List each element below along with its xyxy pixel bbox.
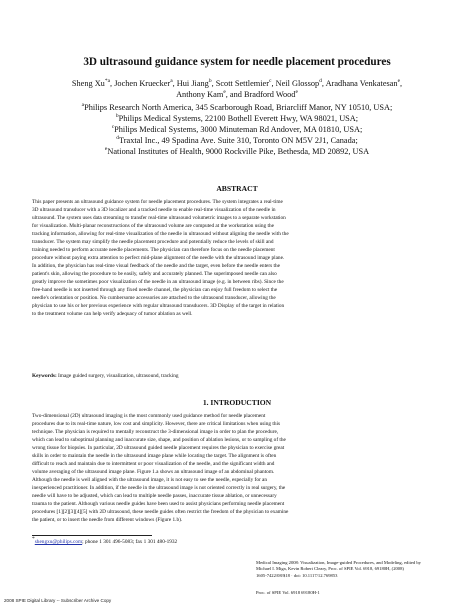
keywords	[32, 372, 442, 380]
abstract-line: to the treatment volume can help verify adequacy of tumor ablation as well.	[32, 311, 193, 317]
intro-line: needle will have to be adjusted, which can lead to multiple needle passes, inaccurate tissue ablation, or unnecessary	[32, 493, 277, 499]
abstract-line: greatly improve the sometimes poor visualization of the needle in an ultrasound image (e.g. in between ribs). Since the	[32, 279, 284, 285]
intro-line: which can lead to suboptimal planning and inaccurate size, shape, and position of ablation lesions, or to sampling of the	[32, 437, 286, 443]
author: Bradford Wood$^e$	[243, 89, 298, 99]
affiliation: $^c$Philips Medical Systems, 3000 Minuteman Rd Andover, MA 01810, USA;	[111, 124, 363, 134]
author: Aradhana Venkatesan$^e$,	[325, 78, 403, 88]
abstract-line: This paper presents an ultrasound guidance system for needle placement procedures. The system integrates a real-time	[32, 199, 283, 205]
intro-line: technique. The physician is required to mentally reconstruct the 3-dimensional image in order to plan the procedure,	[32, 429, 279, 435]
abstract-line: tracking information, allowing for real-time visualization of the needle in ultrasound without aligning the needle with the	[32, 231, 289, 237]
intro-line: Although the needle is well aligned with the ultrasound image, it is not easy to see the needle, especially for an	[32, 477, 268, 483]
affiliation: $^b$Philips Medical Systems, 22100 Bothell Everett Hwy, WA 98021, USA;	[115, 113, 359, 123]
abstract-line: ultrasound. The system uses data streaming to transfer real-time ultrasound volumetric images to a separate workstation	[32, 215, 286, 221]
keywords-label: Keywords:	[32, 373, 57, 379]
proceedings-info: Medical Imaging 2008: Visualization, Image-guided Procedures, and Modeling, edited by Michael I. Miga, Kevin Robert Cleary, Proc. of SPIE Vol. 6918, 69180H, (2008) 1605-7422/08/$18 · doi: 10.1117/12.769853	[256, 560, 421, 578]
introduction-heading: 1. INTRODUCTION	[202, 398, 272, 407]
intro-line: skills in order to maintain the needle in the ultrasound image plane while locating the target. The alignment is often	[32, 453, 277, 459]
abstract-line: In addition, the physician has real-time visual feedback of the needle and the target, even before the needle enters the	[32, 263, 281, 269]
abstract-line: 3D ultrasound transducer with a 3D localizer and a tracked needle to enable real-time visualization of the needle in	[32, 207, 276, 213]
abstract-body	[32, 198, 442, 318]
affiliation: $^d$Traxtal Inc., 49 Spadina Ave. Suite 310, Toronto ON M5V 2J1, Canada;	[116, 135, 358, 145]
abstract-line: patient's skin, allowing the procedure to be easily, safely and accurately planned. The superimposed needle can also	[32, 271, 277, 277]
paper-title: 3D ultrasound guidance system for needle placement procedures	[83, 56, 391, 68]
footnote: *shengxu@philips.com; phone 1 301 496-5083; fax 1 301 480-1932	[32, 536, 178, 545]
archive-notice: 2008 SPIE Digital Library -- Subscriber Archive Copy	[4, 598, 112, 603]
author: Jochen Kruecker$^a$,	[114, 78, 177, 88]
intro-line: inexperienced practitioner. In addition, if the needle in the ultrasound image is not oriented correctly in real surgery, the	[32, 485, 286, 491]
author-email-link[interactable]: shengxu@philips.com	[34, 539, 83, 545]
affiliation: $^a$Philips Research North America, 345 Scarborough Road, Briarcliff Manor, NY 10510, USA;	[81, 102, 393, 112]
page-footer: Proc. of SPIE Vol. 6918 69180H-1	[256, 590, 320, 595]
abstract-line: physician to use his or her previous experience with regular ultrasound transducers. 3D Display of the target in relation	[32, 303, 285, 309]
abstract-line: training needed to perform accurate needle placements. The physician can therefore focus on the needle placement	[32, 247, 275, 253]
abstract-line: free-hand needle is not inserted through any fixed needle channel, the physician can enjoy full freedom to select the	[32, 287, 278, 293]
affiliation-list	[40, 102, 434, 157]
intro-line: the patient, or to insert the needle from different windows (Figure 1.b).	[32, 517, 183, 523]
footnote-divider	[32, 535, 152, 536]
abstract-line: needle's orientation or position. No cumbersome accessories are attached to the ultrasound transducer, allowing the	[32, 295, 276, 301]
keywords-text: Image guided surgery, visualization, ultrasound, tracking	[56, 373, 179, 379]
abstract-line: for visualization. Multi-planar reconstructions of the ultrasound volume are computed at the workstation using the	[32, 223, 274, 229]
author: Scott Settlemier$^c$,	[215, 78, 276, 88]
intro-line: procedures [1][2][3][4][5] with 2D ultrasound, these needle guides often restrict the freedom of the physician to examine	[32, 509, 289, 515]
author: Sheng Xu$^{*a}$,	[71, 78, 115, 88]
intro-line: Two-dimensional (2D) ultrasound imaging is the most commonly used guidance method for needle placement	[32, 413, 266, 419]
intro-line: procedures due to its real-time nature, low cost and simplicity. However, there are critical limitations when using this	[32, 421, 281, 427]
abstract-heading: ABSTRACT	[216, 184, 258, 193]
author-list	[40, 78, 434, 100]
abstract-line: procedure without paying extra attention to perfect mid-plane alignment of the needle with the ultrasound image plane.	[32, 255, 285, 261]
author: Neil Glossop$^d$,	[275, 78, 326, 88]
author: Anthony Kam$^e$, and	[176, 89, 244, 99]
intro-line: trauma to the patient. Although various needle guides have been used to assist physicians performing needle placement	[32, 501, 285, 507]
author: Hui Jiang$^b$,	[176, 78, 216, 88]
intro-line: difficult to reach and maintain due to intermittent or poor visualization of the needle, and the significant width and	[32, 461, 275, 467]
abstract-line: transducer. The system may simplify the needle placement procedure and potentially reduce the levels of skill and	[32, 239, 274, 245]
intro-line: wrong tissue for biopsies. In particular, 2D ultrasound guided needle placement requires the physician to exercise great	[32, 445, 285, 451]
intro-line: volume averaging of the ultrasound image plane. Figure 1.a shows an ultrasound image of an abdominal phantom.	[32, 469, 275, 475]
introduction-body	[32, 412, 442, 524]
affiliation: $^e$National Institutes of Health, 9000 Rockville Pike, Bethesda, MD 20892, USA	[104, 146, 370, 156]
